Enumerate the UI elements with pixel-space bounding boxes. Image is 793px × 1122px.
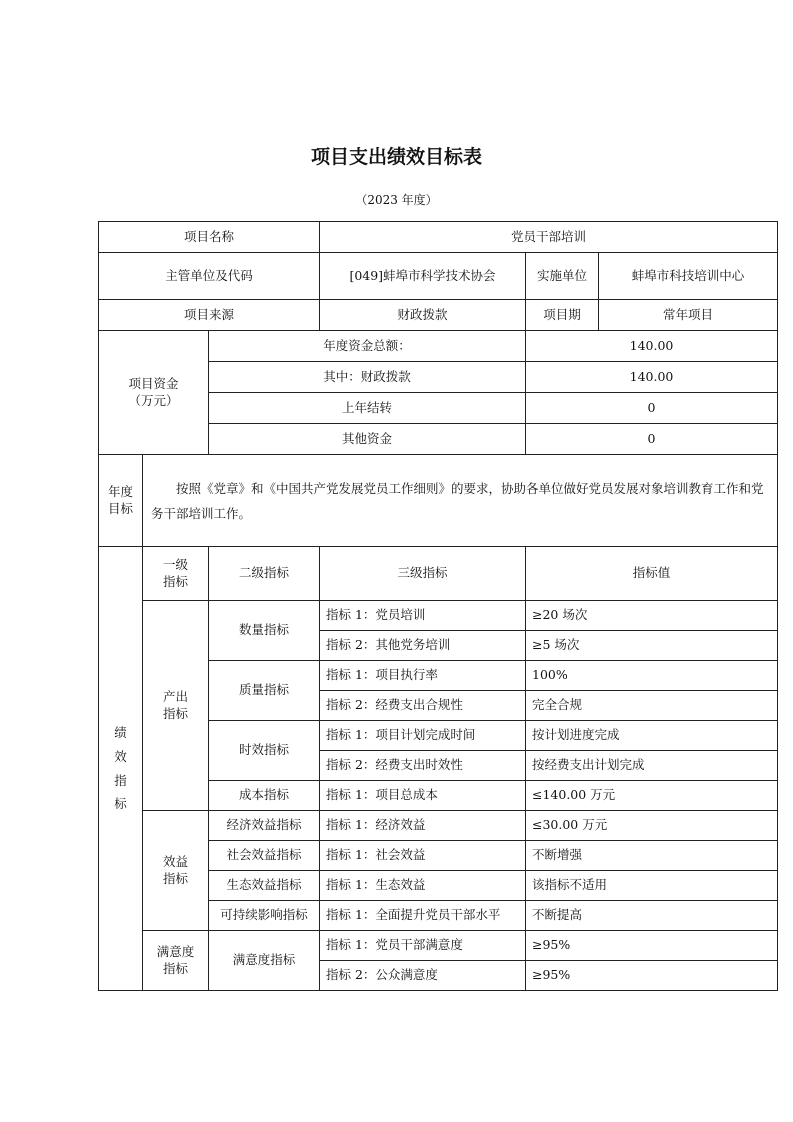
period-value: 常年项目 [599, 300, 778, 331]
indicator-name: 指标 1：项目计划完成时间 [320, 721, 526, 751]
header-level1: 一级 指标 [143, 547, 209, 601]
funds-other-value: 0 [526, 424, 778, 455]
indicator-name: 指标 2：其他党务培训 [320, 631, 526, 661]
impl-value: 蚌埠市科技培训中心 [599, 253, 778, 300]
indicator-name: 指标 2：公众满意度 [320, 961, 526, 991]
satisfaction-label: 满意度 指标 [143, 931, 209, 991]
sustainable-label: 可持续影响指标 [209, 901, 320, 931]
satisfaction-sub-label: 满意度指标 [209, 931, 320, 991]
indicator-value: ≥20 场次 [526, 601, 778, 631]
funds-fiscal-value: 140.00 [526, 362, 778, 393]
indicator-value: 完全合规 [526, 691, 778, 721]
funds-label: 项目资金 （万元） [99, 331, 209, 455]
indicator-name: 指标 1：生态效益 [320, 871, 526, 901]
header-value: 指标值 [526, 547, 778, 601]
row-perf-header [99, 547, 778, 601]
indicator-name: 指标 1：项目总成本 [320, 781, 526, 811]
quantity-label: 数量指标 [209, 601, 320, 661]
ecological-label: 生态效益指标 [209, 871, 320, 901]
dept-value: [049]蚌埠市科学技术协会 [320, 253, 526, 300]
funds-total-value: 140.00 [526, 331, 778, 362]
indicator-value: ≥95% [526, 931, 778, 961]
row-funds-total [99, 331, 778, 362]
indicator-value: ≥95% [526, 961, 778, 991]
indicator-value: ≤140.00 万元 [526, 781, 778, 811]
indicator-value: ≤30.00 万元 [526, 811, 778, 841]
performance-target-table [98, 221, 778, 991]
goal-text: 按照《党章》和《中国共产党发展党员工作细则》的要求，协助各单位做好党员发展对象培训教育工作和党务干部培训工作。 [143, 455, 778, 547]
impl-label: 实施单位 [526, 253, 599, 300]
cost-label: 成本指标 [209, 781, 320, 811]
indicator-name: 指标 2：经费支出合规性 [320, 691, 526, 721]
indicator-name: 指标 1：项目执行率 [320, 661, 526, 691]
indicator-value: 按经费支出计划完成 [526, 751, 778, 781]
project-name-label: 项目名称 [99, 222, 320, 253]
funds-carryover-label: 上年结转 [209, 393, 526, 424]
source-label: 项目来源 [99, 300, 320, 331]
indicator-value: 该指标不适用 [526, 871, 778, 901]
economic-label: 经济效益指标 [209, 811, 320, 841]
source-value: 财政拨款 [320, 300, 526, 331]
table-row [99, 811, 778, 841]
indicator-name: 指标 1：经济效益 [320, 811, 526, 841]
social-label: 社会效益指标 [209, 841, 320, 871]
benefit-label: 效益 指标 [143, 811, 209, 931]
header-level2: 二级指标 [209, 547, 320, 601]
period-label: 项目期 [526, 300, 599, 331]
funds-other-label: 其他资金 [209, 424, 526, 455]
row-annual-goal [99, 455, 778, 547]
indicator-value: 按计划进度完成 [526, 721, 778, 751]
row-source [99, 300, 778, 331]
indicator-name: 指标 1：全面提升党员干部水平 [320, 901, 526, 931]
dept-label: 主管单位及代码 [99, 253, 320, 300]
row-project-name [99, 222, 778, 253]
output-label: 产出 指标 [143, 601, 209, 811]
indicator-value: 不断提高 [526, 901, 778, 931]
funds-total-label: 年度资金总额： [209, 331, 526, 362]
indicator-name: 指标 2：经费支出时效性 [320, 751, 526, 781]
row-department [99, 253, 778, 300]
indicator-value: 100% [526, 661, 778, 691]
indicator-value: 不断增强 [526, 841, 778, 871]
indicator-name: 指标 1：党员培训 [320, 601, 526, 631]
indicator-name: 指标 1：党员干部满意度 [320, 931, 526, 961]
quality-label: 质量指标 [209, 661, 320, 721]
page-title: 项目支出绩效目标表 [310, 146, 482, 168]
indicator-value: ≥5 场次 [526, 631, 778, 661]
funds-carryover-value: 0 [526, 393, 778, 424]
goal-label: 年度 目标 [99, 455, 143, 547]
table-row [99, 931, 778, 961]
timeliness-label: 时效指标 [209, 721, 320, 781]
indicator-name: 指标 1：社会效益 [320, 841, 526, 871]
perf-label: 绩 效 指 标 [99, 547, 143, 991]
project-name-value: 党员干部培训 [320, 222, 778, 253]
header-level3: 三级指标 [320, 547, 526, 601]
table-row [99, 601, 778, 631]
funds-fiscal-label: 其中：财政拨款 [209, 362, 526, 393]
fiscal-year: （2023 年度） [355, 193, 438, 207]
